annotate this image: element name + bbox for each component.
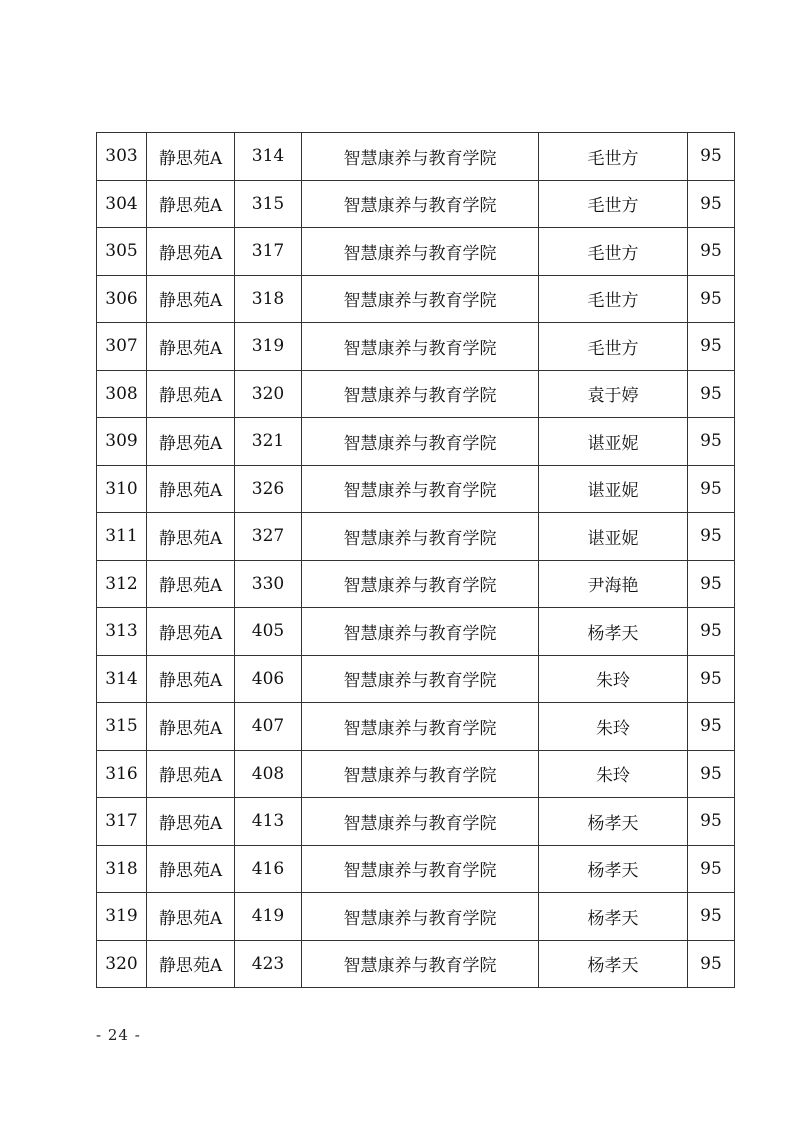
table-row <box>97 655 735 703</box>
building-cell: 静思苑A <box>147 370 235 418</box>
name-cell: 杨孝天 <box>539 893 688 941</box>
table-row <box>97 703 735 751</box>
table-row <box>97 608 735 656</box>
name-cell: 袁于婷 <box>539 370 688 418</box>
building-cell: 静思苑A <box>147 513 235 561</box>
row-number-cell: 312 <box>97 560 147 608</box>
name-cell: 毛世方 <box>539 275 688 323</box>
table-row <box>97 275 735 323</box>
building-cell: 静思苑A <box>147 608 235 656</box>
building-cell: 静思苑A <box>147 323 235 371</box>
college-cell: 智慧康养与教育学院 <box>302 608 539 656</box>
building-cell: 静思苑A <box>147 560 235 608</box>
room-cell: 321 <box>235 418 302 466</box>
table-row <box>97 845 735 893</box>
score-cell: 95 <box>688 560 735 608</box>
name-cell: 毛世方 <box>539 180 688 228</box>
building-cell: 静思苑A <box>147 133 235 181</box>
row-number-cell: 318 <box>97 845 147 893</box>
college-cell: 智慧康养与教育学院 <box>302 513 539 561</box>
name-cell: 谌亚妮 <box>539 465 688 513</box>
college-cell: 智慧康养与教育学院 <box>302 275 539 323</box>
name-cell: 毛世方 <box>539 323 688 371</box>
room-cell: 320 <box>235 370 302 418</box>
score-cell: 95 <box>688 703 735 751</box>
building-cell: 静思苑A <box>147 228 235 276</box>
room-cell: 419 <box>235 893 302 941</box>
name-cell: 朱玲 <box>539 655 688 703</box>
building-cell: 静思苑A <box>147 655 235 703</box>
room-cell: 416 <box>235 845 302 893</box>
college-cell: 智慧康养与教育学院 <box>302 465 539 513</box>
row-number-cell: 309 <box>97 418 147 466</box>
room-cell: 408 <box>235 750 302 798</box>
college-cell: 智慧康养与教育学院 <box>302 133 539 181</box>
room-cell: 405 <box>235 608 302 656</box>
score-cell: 95 <box>688 465 735 513</box>
room-cell: 327 <box>235 513 302 561</box>
page-number: - 24 - <box>96 1026 141 1044</box>
name-cell: 朱玲 <box>539 750 688 798</box>
name-cell: 毛世方 <box>539 133 688 181</box>
score-cell: 95 <box>688 418 735 466</box>
score-cell: 95 <box>688 940 735 988</box>
score-cell: 95 <box>688 655 735 703</box>
room-cell: 319 <box>235 323 302 371</box>
row-number-cell: 310 <box>97 465 147 513</box>
building-cell: 静思苑A <box>147 750 235 798</box>
name-cell: 毛世方 <box>539 228 688 276</box>
table-row <box>97 180 735 228</box>
table-body <box>97 133 735 988</box>
room-cell: 407 <box>235 703 302 751</box>
building-cell: 静思苑A <box>147 798 235 846</box>
building-cell: 静思苑A <box>147 845 235 893</box>
score-cell: 95 <box>688 180 735 228</box>
college-cell: 智慧康养与教育学院 <box>302 893 539 941</box>
name-cell: 尹海艳 <box>539 560 688 608</box>
row-number-cell: 307 <box>97 323 147 371</box>
score-cell: 95 <box>688 845 735 893</box>
room-cell: 406 <box>235 655 302 703</box>
row-number-cell: 303 <box>97 133 147 181</box>
dormitory-score-table <box>96 132 735 988</box>
score-cell: 95 <box>688 133 735 181</box>
score-cell: 95 <box>688 798 735 846</box>
college-cell: 智慧康养与教育学院 <box>302 655 539 703</box>
building-cell: 静思苑A <box>147 465 235 513</box>
score-cell: 95 <box>688 228 735 276</box>
room-cell: 318 <box>235 275 302 323</box>
row-number-cell: 304 <box>97 180 147 228</box>
college-cell: 智慧康养与教育学院 <box>302 798 539 846</box>
college-cell: 智慧康养与教育学院 <box>302 560 539 608</box>
college-cell: 智慧康养与教育学院 <box>302 228 539 276</box>
college-cell: 智慧康养与教育学院 <box>302 940 539 988</box>
college-cell: 智慧康养与教育学院 <box>302 750 539 798</box>
room-cell: 317 <box>235 228 302 276</box>
name-cell: 杨孝天 <box>539 798 688 846</box>
name-cell: 朱玲 <box>539 703 688 751</box>
building-cell: 静思苑A <box>147 180 235 228</box>
row-number-cell: 317 <box>97 798 147 846</box>
table-row <box>97 893 735 941</box>
college-cell: 智慧康养与教育学院 <box>302 418 539 466</box>
row-number-cell: 315 <box>97 703 147 751</box>
name-cell: 杨孝天 <box>539 608 688 656</box>
room-cell: 423 <box>235 940 302 988</box>
table-row <box>97 798 735 846</box>
building-cell: 静思苑A <box>147 703 235 751</box>
name-cell: 杨孝天 <box>539 940 688 988</box>
room-cell: 330 <box>235 560 302 608</box>
row-number-cell: 306 <box>97 275 147 323</box>
college-cell: 智慧康养与教育学院 <box>302 370 539 418</box>
table-row <box>97 370 735 418</box>
row-number-cell: 320 <box>97 940 147 988</box>
name-cell: 谌亚妮 <box>539 418 688 466</box>
row-number-cell: 316 <box>97 750 147 798</box>
building-cell: 静思苑A <box>147 940 235 988</box>
room-cell: 314 <box>235 133 302 181</box>
score-cell: 95 <box>688 893 735 941</box>
building-cell: 静思苑A <box>147 418 235 466</box>
table-row <box>97 560 735 608</box>
table-row <box>97 418 735 466</box>
table-row <box>97 323 735 371</box>
score-cell: 95 <box>688 608 735 656</box>
row-number-cell: 313 <box>97 608 147 656</box>
score-cell: 95 <box>688 323 735 371</box>
score-cell: 95 <box>688 275 735 323</box>
score-cell: 95 <box>688 370 735 418</box>
name-cell: 谌亚妮 <box>539 513 688 561</box>
building-cell: 静思苑A <box>147 893 235 941</box>
college-cell: 智慧康养与教育学院 <box>302 703 539 751</box>
table-row <box>97 465 735 513</box>
name-cell: 杨孝天 <box>539 845 688 893</box>
college-cell: 智慧康养与教育学院 <box>302 323 539 371</box>
room-cell: 413 <box>235 798 302 846</box>
table-row <box>97 228 735 276</box>
row-number-cell: 308 <box>97 370 147 418</box>
table-row <box>97 513 735 561</box>
score-cell: 95 <box>688 513 735 561</box>
college-cell: 智慧康养与教育学院 <box>302 845 539 893</box>
room-cell: 315 <box>235 180 302 228</box>
row-number-cell: 305 <box>97 228 147 276</box>
college-cell: 智慧康养与教育学院 <box>302 180 539 228</box>
building-cell: 静思苑A <box>147 275 235 323</box>
row-number-cell: 319 <box>97 893 147 941</box>
table-row <box>97 750 735 798</box>
table-row <box>97 133 735 181</box>
score-cell: 95 <box>688 750 735 798</box>
row-number-cell: 311 <box>97 513 147 561</box>
row-number-cell: 314 <box>97 655 147 703</box>
room-cell: 326 <box>235 465 302 513</box>
table-row <box>97 940 735 988</box>
